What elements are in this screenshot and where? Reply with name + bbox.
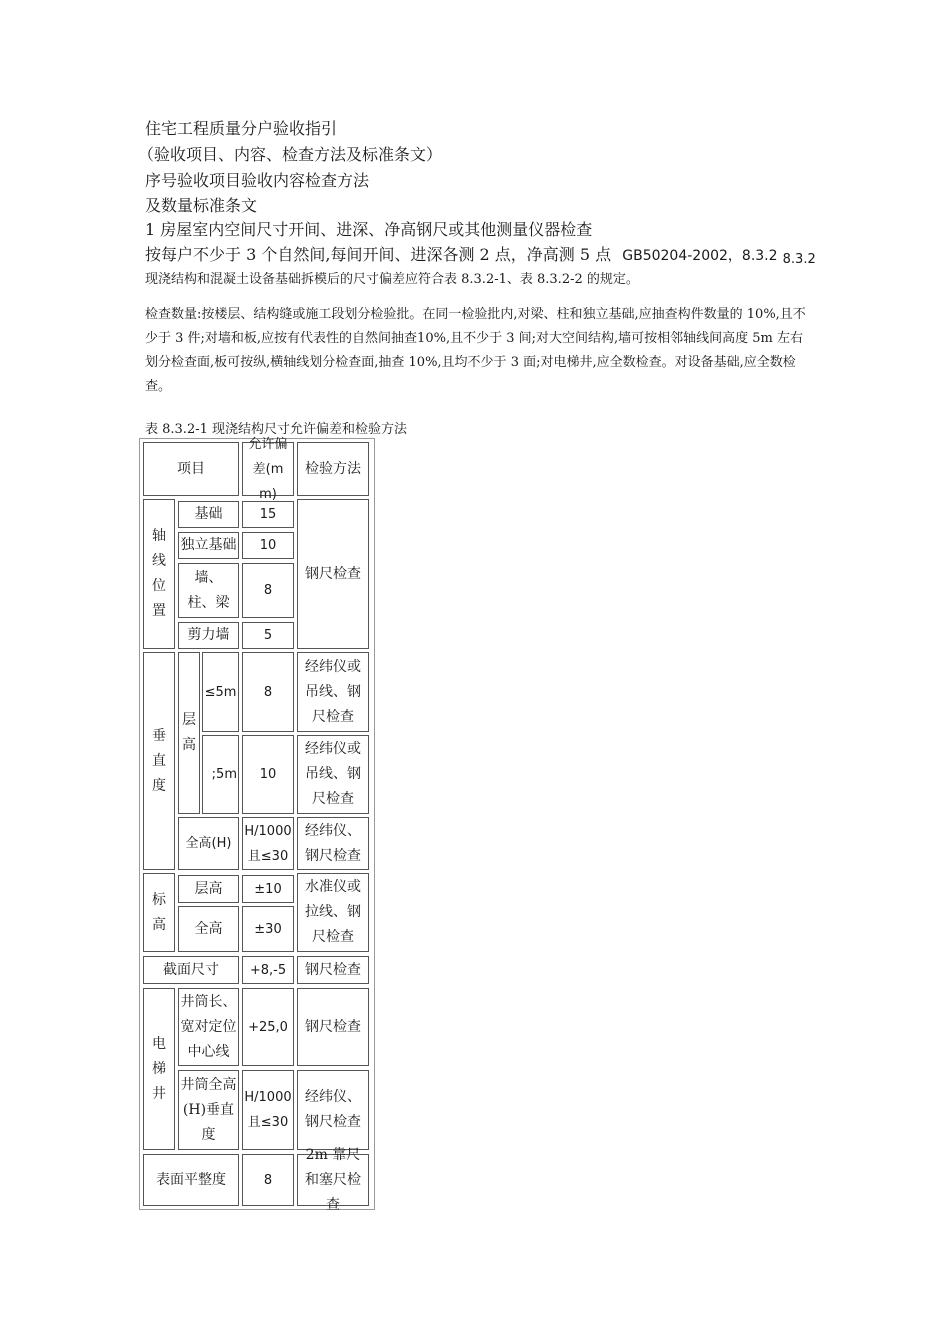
elevation-row-value: ±30 <box>242 906 294 952</box>
elevator-row-label: 井筒长、宽对定位中心线 <box>178 988 239 1066</box>
vertical-row-value: 8 <box>242 652 294 732</box>
item-line: 1 房屋室内空间尺寸开间、进深、净高钢尺或其他测量仪器检查 <box>145 220 593 239</box>
detail-line <box>145 242 816 265</box>
table-caption: 表 8.3.2-1 现浇结构尺寸允许偏差和检验方法 <box>145 422 408 437</box>
subgroup-floor-height: 层高 <box>178 652 200 814</box>
axis-row-value: 5 <box>242 622 294 649</box>
elevator-row-method: 经纬仪、钢尺检查 <box>297 1070 369 1150</box>
elevation-method: 水准仪或拉线、钢尺检查 <box>297 873 369 952</box>
elevator-row-value: H/1000且≤30 <box>242 1070 294 1150</box>
elevator-row-method: 钢尺检查 <box>297 988 369 1066</box>
group-elevation: 标高 <box>143 873 175 952</box>
axis-row-value: 8 <box>242 563 294 618</box>
column-header-line-2: 及数量标准条文 <box>145 196 258 215</box>
vertical-row-method: 经纬仪或吊线、钢尺检查 <box>297 735 369 814</box>
header-tolerance: 允许偏差(mm) <box>242 442 294 496</box>
group-axis: 轴线位置 <box>143 499 175 649</box>
elevator-row-value: +25,0 <box>242 988 294 1066</box>
column-header-line-1: 序号验收项目验收内容检查方法 <box>145 171 370 190</box>
axis-row-label: 剪力墙 <box>178 622 239 649</box>
vertical-total-value: H/1000且≤30 <box>242 817 294 870</box>
vertical-row-method: 经纬仪或吊线、钢尺检查 <box>297 652 369 732</box>
header-method: 检验方法 <box>297 442 369 496</box>
section-method: 钢尺检查 <box>297 956 369 984</box>
axis-row-label: 独立基础 <box>178 532 239 559</box>
vertical-total-method: 经纬仪、钢尺检查 <box>297 817 369 870</box>
document-title: 住宅工程质量分户验收指引 <box>145 119 338 138</box>
clause-line: 现浇结构和混凝土设备基础拆模后的尺寸偏差应符合表 8.3.2-1、表 8.3.2-2 的规定。 <box>145 272 639 287</box>
flatness-label: 表面平整度 <box>143 1154 239 1206</box>
flatness-method: 2m 靠尺和塞尺检查 <box>297 1154 369 1206</box>
group-vertical: 垂直度 <box>143 652 175 870</box>
tolerance-table <box>139 436 375 1213</box>
axis-row-value: 15 <box>242 501 294 528</box>
vertical-row-value: 10 <box>242 735 294 814</box>
elevator-row-label: 井筒全高(H)垂直度 <box>178 1070 239 1150</box>
detail-line-text: 按每户不少于 3 个自然间,每间开间、进深各测 2 点，净高测 5 点 <box>145 245 612 264</box>
elevation-row-label: 全高 <box>178 906 239 952</box>
elevation-row-label: 层高 <box>178 875 239 903</box>
vertical-row-label: ≤5m <box>202 652 239 732</box>
document-subtitle: （验收项目、内容、检查方法及标准条文） <box>138 145 443 164</box>
header-item: 项目 <box>143 442 239 496</box>
section-value: +8,-5 <box>242 956 294 984</box>
axis-row-label: 基础 <box>178 501 239 528</box>
axis-row-label: 墙、柱、梁 <box>178 563 239 618</box>
vertical-total-label: 全高(H) <box>178 817 239 870</box>
section-label: 截面尺寸 <box>143 956 239 984</box>
standard-code: GB50204-2002，8.3.2 <box>622 248 778 264</box>
axis-method: 钢尺检查 <box>297 499 369 649</box>
inspection-paragraph: 检查数量:按楼层、结构缝或施工段划分检验批。在同一检验批内,对梁、柱和独立基础,应抽查构件数量的 10%,且不少于 3 件;对墙和板,应按有代表性的自然间抽查10%,且不少于 3 间;对大空间结构,墙可按相邻轴线间高度 5m 左右划分检查面,板可按纵,横轴线划分检查面,抽查 10%,且均不少于 3 面;对电梯井,应全数检查。对设备基础,应全数检查。 <box>145 307 806 394</box>
elevation-row-value: ±10 <box>242 875 294 903</box>
group-elevator: 电梯井 <box>143 988 175 1150</box>
axis-row-value: 10 <box>242 532 294 559</box>
clause-number: 8.3.2 <box>782 252 816 267</box>
flatness-value: 8 <box>242 1154 294 1206</box>
vertical-row-label: ;5m <box>202 735 239 814</box>
